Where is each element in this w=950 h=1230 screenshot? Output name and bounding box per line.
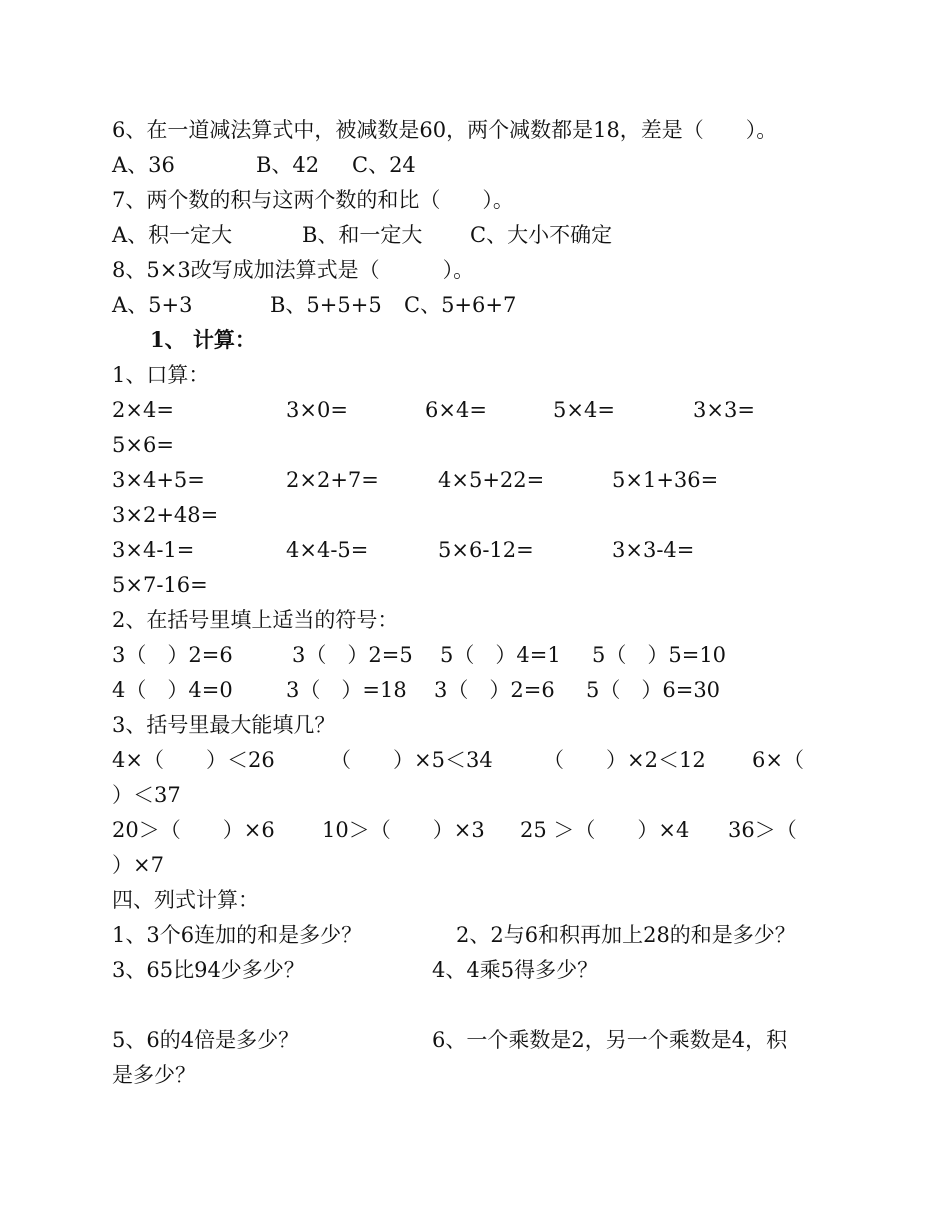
- symbol-item: 3（ ）2=6: [434, 678, 555, 702]
- max-fill-item: （ ）×2＜12: [543, 748, 706, 772]
- symbol-item: 3（ ）2=5: [292, 643, 413, 667]
- oral-item: 5×1+36=: [612, 468, 719, 492]
- word-problem: 5、6的4倍是多少？: [112, 1028, 300, 1052]
- q7-text: 7、两个数的积与这两个数的和比（ ）。: [112, 188, 514, 212]
- oral-item: 3×4-1=: [112, 538, 195, 562]
- oral-item: 3×0=: [286, 398, 348, 422]
- oral-item: 3×3-4=: [612, 538, 695, 562]
- section-heading-calc: 1、 计算：: [150, 327, 256, 352]
- subsection-symbols: 2、在括号里填上适当的符号：: [112, 608, 399, 632]
- subsection-oral: 1、口算：: [112, 363, 210, 387]
- max-fill-item: 6×（: [752, 748, 804, 772]
- max-fill-item: 20＞（ ）×6: [112, 818, 275, 842]
- symbol-item: 3（ ）2=6: [112, 643, 233, 667]
- symbol-item: 5（ ）6=30: [586, 678, 721, 702]
- max-fill-item: 10＞（ ）×3: [322, 818, 485, 842]
- oral-item: 5×4=: [553, 398, 615, 422]
- max-fill-item: ）＜37: [112, 783, 181, 807]
- oral-item: 3×2+48=: [112, 503, 219, 527]
- symbol-item: 4（ ）4=0: [112, 678, 233, 702]
- max-fill-item: ）×7: [112, 853, 164, 877]
- oral-item: 5×6=: [112, 433, 174, 457]
- max-fill-item: 25 ＞（ ）×4: [520, 818, 690, 842]
- symbol-item: 5（ ）5=10: [592, 643, 727, 667]
- word-problem: 是多少？: [112, 1063, 196, 1087]
- subsection-max-fill: 3、括号里最大能填几？: [112, 713, 336, 737]
- word-problem: 2、2与6和积再加上28的和是多少？: [456, 923, 796, 947]
- word-problem: 6、一个乘数是2，另一个乘数是4，积: [432, 1028, 788, 1052]
- q6-option-b: B、42: [256, 153, 320, 177]
- q7-option-a: A、积一定大: [112, 223, 233, 247]
- word-problem: 1、3个6连加的和是多少？: [112, 923, 363, 947]
- symbol-item: 3（ ）=18: [286, 678, 407, 702]
- q8-option-a: A、5+3: [112, 293, 193, 317]
- oral-item: 6×4=: [425, 398, 487, 422]
- q6-option-a: A、36: [112, 153, 175, 177]
- q6-text: 6、在一道减法算式中，被减数是60，两个减数都是18，差是（ ）。: [112, 118, 778, 142]
- q8-option-c: C、5+6+7: [404, 293, 517, 317]
- max-fill-item: （ ）×5＜34: [330, 748, 493, 772]
- symbol-item: 5（ ）4=1: [440, 643, 561, 667]
- oral-item: 2×2+7=: [286, 468, 379, 492]
- oral-item: 4×5+22=: [438, 468, 545, 492]
- oral-item: 2×4=: [112, 398, 174, 422]
- max-fill-item: 36＞（: [728, 818, 797, 842]
- max-fill-item: 4×（ ）＜26: [112, 748, 275, 772]
- word-problem: 3、65比94少多少？: [112, 958, 305, 982]
- section-heading-word-problems: 四、列式计算：: [112, 888, 259, 912]
- oral-item: 5×6-12=: [438, 538, 534, 562]
- oral-item: 3×3=: [693, 398, 755, 422]
- oral-item: 3×4+5=: [112, 468, 205, 492]
- q8-text: 8、5×3改写成加法算式是（ ）。: [112, 258, 475, 282]
- q7-option-c: C、大小不确定: [470, 223, 613, 247]
- q8-option-b: B、5+5+5: [270, 293, 382, 317]
- q7-option-b: B、和一定大: [302, 223, 423, 247]
- word-problem: 4、4乘5得多少？: [432, 958, 599, 982]
- oral-item: 4×4-5=: [286, 538, 369, 562]
- oral-item: 5×7-16=: [112, 573, 208, 597]
- q6-option-c: C、24: [352, 153, 416, 177]
